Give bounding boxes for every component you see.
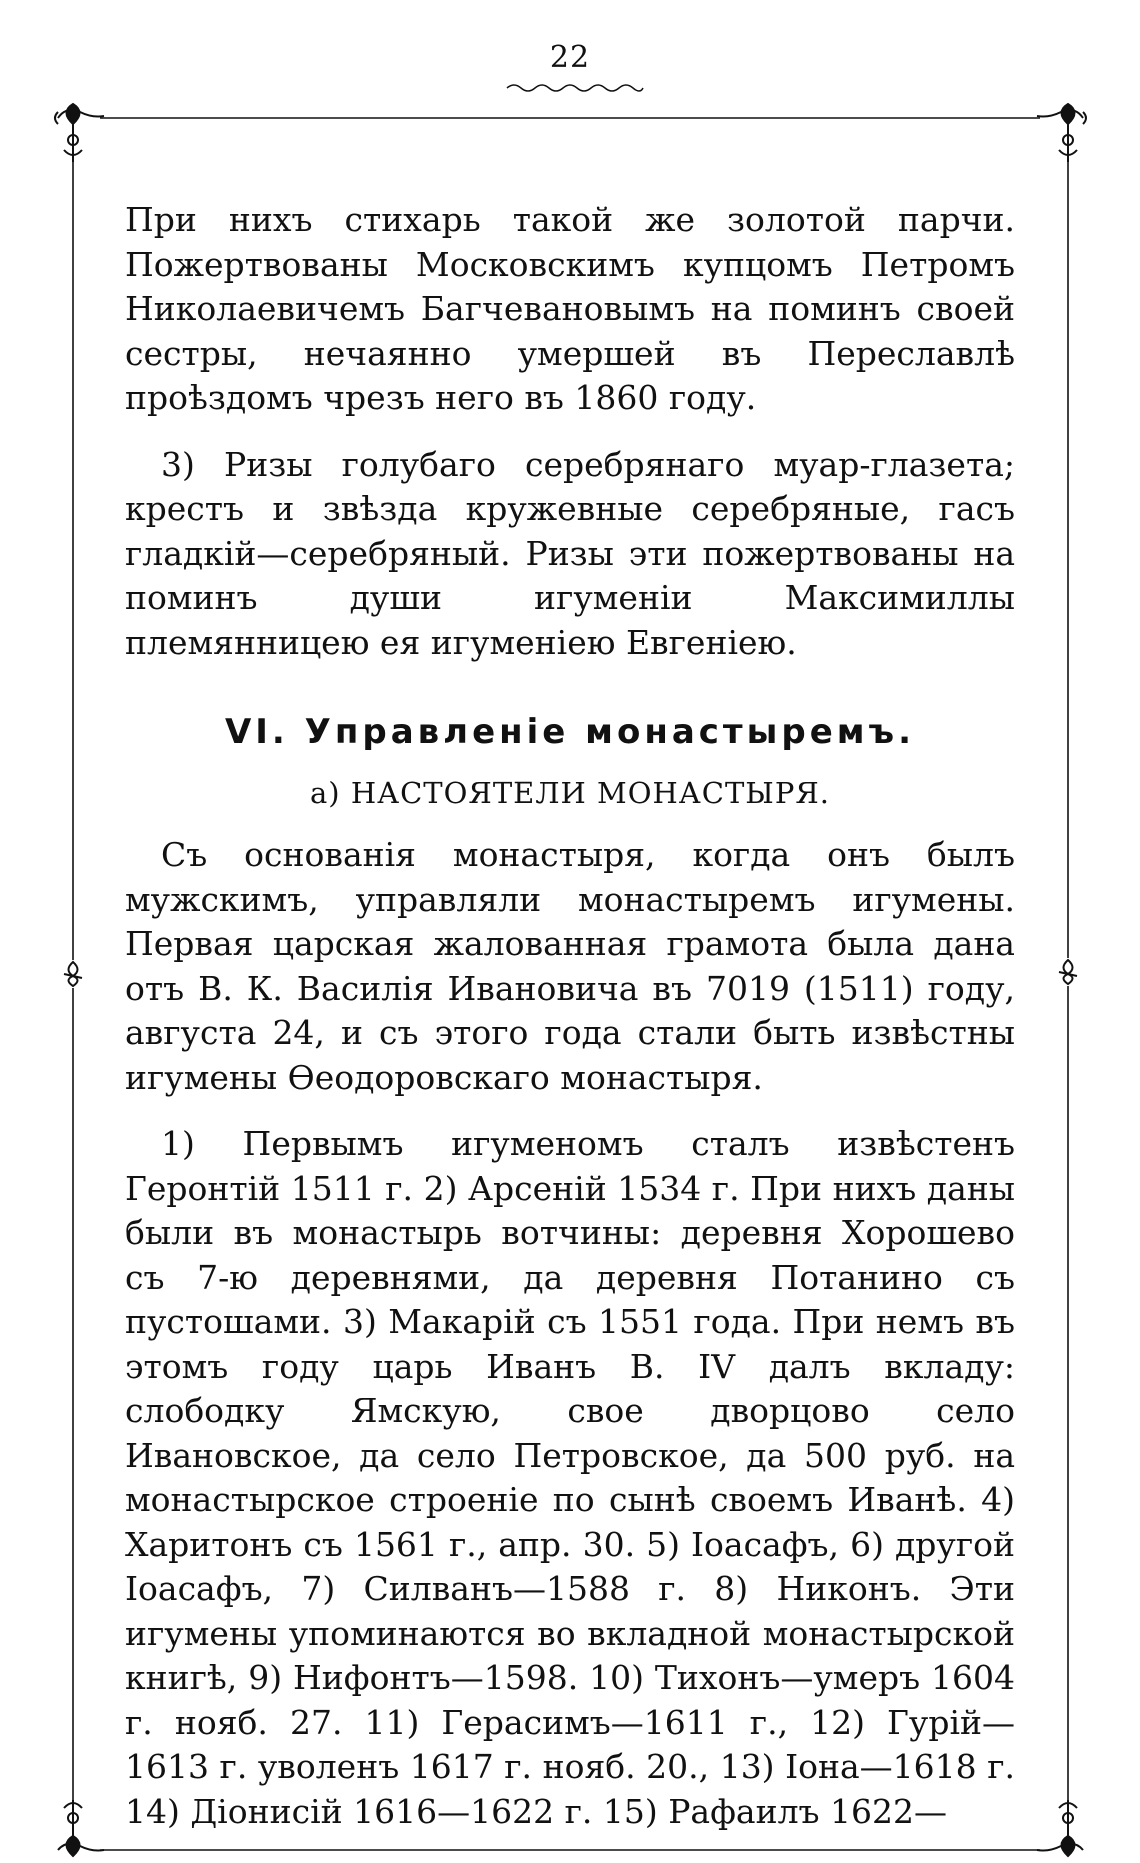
fleuron-right-icon [1059,958,1077,986]
page-body [125,198,1015,1834]
section-subheading: а) НАСТОЯТЕЛИ МОНАСТЫРЯ. [310,776,830,810]
fleuron-left-icon [64,960,82,988]
page-number: 22 [549,40,591,75]
paragraph-abbots-list: 1) Первымъ игуменомъ сталъ извѣстенъ Геронтій 1511 г. 2) Арсеній 1534 г. При нихъ даны были въ монастырь вотчины: деревня Хорошево съ 7-ю деревнями, да деревня Потанино съ пустошами. 3) Макарій съ 1551 года. При немъ въ этомъ году царь Иванъ В. IV далъ вкладу: слободку Ямскую, свое дворцово село Ивановское, да село Петровское, да 500 руб. на монастырское строеніе по сынѣ своемъ Иванѣ. 4) Харитонъ съ 1561 г., апр. 30. 5) Іоасафъ, 6) другой Іоасафъ, 7) Силванъ—1588 г. 8) Никонъ. Эти игумены упоминаются во вкладной монастырской книгѣ, 9) Нифонтъ—1598. 10) Тихонъ—умеръ 1604 г. нояб. 27. 11) Герасимъ—1611 г., 12) Гурій—1613 г. уволенъ 1617 г. нояб. 20., 13) Іона—1618 г. 14) Діонисій 1616—1622 г. 15) Рафаилъ 1622— [125,1124,1015,1831]
section-heading: VI. Управленіе монастыремъ. [224,712,916,752]
corner-ornament-top-right [1037,104,1086,162]
paragraph-monastery-founding: Съ основанія монастыря, когда онъ былъ мужскимъ, управляли монастыремъ игумены. Первая царская жалованная грамота была дана отъ В. К. Василія Ивановича въ 7019 (1511) году, августа 24, и съ этого года стали быть извѣстны игумены Ѳеодоровскаго монастыря. [125,835,1015,1097]
page-number-flourish [505,80,645,94]
corner-ornament-top-left [55,104,104,162]
paragraph-vestments-donation: При нихъ стихарь такой же золотой парчи. Пожертвованы Московскимъ купцомъ Петромъ Николаевичемъ Багчевановымъ на поминъ своей сестры, нечаянно умершей въ Переславлѣ проѣздомъ чрезъ него въ 1860 году. [125,200,1015,417]
corner-ornament-bottom-left [58,1800,104,1856]
corner-ornament-bottom-right [1037,1800,1083,1856]
paragraph-blue-vestments: 3) Ризы голубаго серебрянаго муар-глазета; крестъ и звѣзда кружевные серебряные, гасъ гладкій—серебряный. Ризы эти пожертвованы на поминъ души игуменіи Максимиллы племянницею ея игуменіею Евгеніею. [125,444,1015,662]
